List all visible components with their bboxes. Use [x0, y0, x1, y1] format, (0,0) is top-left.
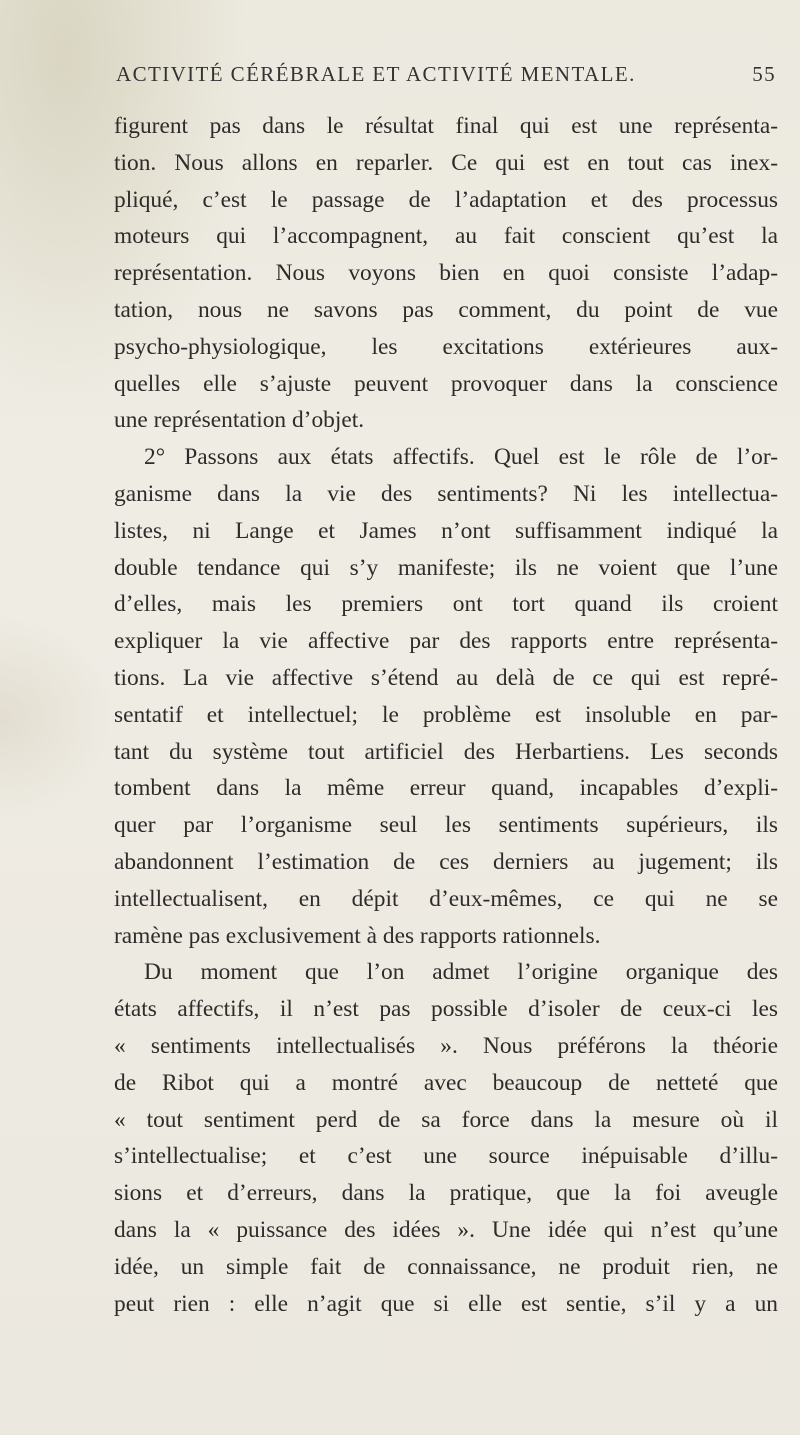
text-line: « sentiments intellectualisés ». Nous préférons la théorie	[114, 1032, 778, 1059]
text-line: intellectualisent, en dépit d’eux-mêmes, ce qui ne se	[114, 885, 778, 912]
text-line: s’intellectualise; et c’est une source inépuisable d’illu-	[114, 1143, 778, 1170]
running-head-title: ACTIVITÉ CÉRÉBRALE ET ACTIVITÉ MENTALE.	[116, 62, 636, 86]
text-line: « tout sentiment perd de sa force dans la mesure où il	[114, 1106, 778, 1133]
text-line: états affectifs, il n’est pas possible d’isoler de ceux-ci les	[114, 996, 778, 1023]
text-line: représentation. Nous voyons bien en quoi consiste l’adap-	[114, 260, 778, 287]
text-line: Du moment que l’on admet l’origine organique des	[144, 959, 778, 986]
text-line: listes, ni Lange et James n’ont suffisamment indiqué la	[114, 517, 778, 544]
running-head	[116, 62, 776, 94]
text-line: dans la « puissance des idées ». Une idée qui n’est qu’une	[114, 1216, 778, 1243]
text-line: psycho-physiologique, les excitations extérieures aux-	[114, 333, 778, 360]
text-line: quelles elle s’ajuste peuvent provoquer dans la conscience	[114, 370, 778, 397]
text-line: tation, nous ne savons pas comment, du point de vue	[114, 296, 778, 323]
text-line: tant du système tout artificiel des Herbartiens. Les seconds	[114, 738, 778, 765]
text-line: figurent pas dans le résultat final qui est une représenta-	[114, 113, 778, 139]
text-line: tion. Nous allons en reparler. Ce qui est en tout cas inex-	[114, 149, 778, 176]
body-text	[114, 108, 778, 1322]
text-line: de Ribot qui a montré avec beaucoup de netteté que	[114, 1069, 778, 1096]
text-line: pliqué, c’est le passage de l’adaptation et des processus	[114, 186, 778, 213]
text-line: une représentation d’objet.	[114, 407, 365, 434]
page-number: 55	[752, 62, 776, 86]
text-line: ramène pas exclusivement à des rapports rationnels.	[114, 922, 601, 949]
text-line: sentatif et intellectuel; le problème est insoluble en par-	[114, 701, 778, 728]
text-line: 2° Passons aux états affectifs. Quel est le rôle de l’or-	[144, 444, 778, 471]
text-line: d’elles, mais les premiers ont tort quand ils croient	[114, 591, 778, 618]
text-line: abandonnent l’estimation de ces derniers au jugement; ils	[114, 848, 778, 875]
text-line: quer par l’organisme seul les sentiments supérieurs, ils	[114, 812, 778, 839]
text-line: idée, un simple fait de connaissance, ne produit rien, ne	[114, 1253, 778, 1280]
text-line: peut rien : elle n’agit que si elle est sentie, s’il y a un	[114, 1290, 778, 1317]
text-line: ganisme dans la vie des sentiments? Ni les intellectua-	[114, 480, 778, 507]
text-line: moteurs qui l’accompagnent, au fait conscient qu’est la	[114, 223, 778, 250]
text-line: sions et d’erreurs, dans la pratique, que la foi aveugle	[114, 1180, 778, 1207]
text-line: expliquer la vie affective par des rapports entre représenta-	[114, 628, 778, 655]
text-line: tombent dans la même erreur quand, incapables d’expli-	[114, 775, 778, 802]
text-line: double tendance qui s’y manifeste; ils ne voient que l’une	[114, 554, 778, 581]
text-line: tions. La vie affective s’étend au delà de ce qui est repré-	[114, 664, 778, 691]
